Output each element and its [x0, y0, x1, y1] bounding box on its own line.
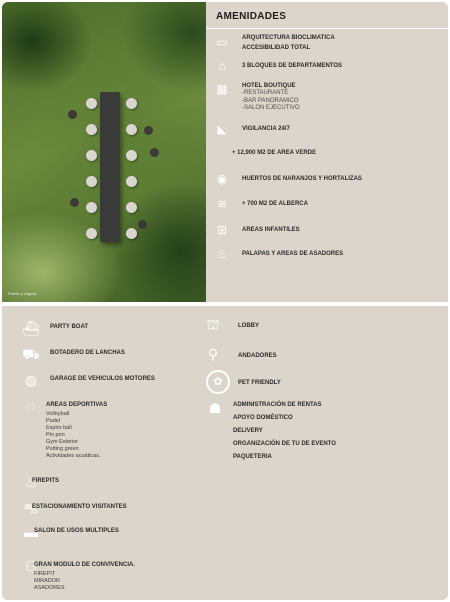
- chair: [126, 124, 137, 135]
- boat-icon: ⛴: [22, 320, 40, 336]
- person: [144, 126, 153, 135]
- photo-caption: Paleta y vegetal: [8, 291, 37, 296]
- amenities-title: AMENIDADES: [216, 11, 287, 22]
- security-camera-icon: ◣: [217, 122, 227, 136]
- feature-label: GRAN MODULO DE CONVIVENCIA.: [34, 562, 136, 568]
- trailer-icon: ⛟: [22, 346, 40, 362]
- chair: [86, 176, 97, 187]
- service-item: ADMINISTRACIÓN DE RENTAS: [233, 402, 322, 408]
- amenities-panel: [206, 2, 448, 302]
- tree-icon: [212, 146, 232, 160]
- amenity-label: AREAS INFANTILES: [242, 227, 300, 233]
- hotel-icon: ▦: [216, 82, 228, 96]
- chair: [86, 228, 97, 239]
- feature-label: BOTADERO DE LANCHAS: [50, 350, 125, 356]
- paw-icon: ✿: [206, 370, 230, 394]
- amenity-sub: -SALON EJECUTIVO: [242, 105, 300, 111]
- walking-person-icon: ⚲: [207, 346, 219, 362]
- feature-sub: FIREPIT: [34, 571, 56, 577]
- chair: [86, 202, 97, 213]
- chair: [126, 98, 137, 109]
- hand-service-icon: ☗: [208, 400, 222, 416]
- lobby-icon: ⛫: [206, 316, 220, 332]
- chair: [86, 150, 97, 161]
- amenity-label: HOTEL BOUTIQUE: [242, 83, 296, 89]
- building-leaf-icon: ▭: [216, 35, 228, 49]
- garage-icon: ◍: [24, 372, 38, 388]
- volleyball-icon: ◌: [26, 398, 36, 414]
- chair: [126, 176, 137, 187]
- orange-icon: ◉: [216, 172, 228, 186]
- amenity-label: 3 BLOQUES DE DEPARTAMENTOS: [242, 63, 343, 69]
- amenity-line: ACCESIBILIDAD TOTAL: [242, 44, 311, 51]
- chair: [126, 150, 137, 161]
- amenity-line: ARQUITECTURA BIOCLIMATICA: [242, 35, 335, 41]
- amenity-sub: -BAR PANORAMICO: [242, 97, 299, 104]
- bottom-section: [2, 306, 448, 600]
- amenity-label: VIGILANCIA 24/7: [242, 126, 290, 132]
- person: [150, 148, 159, 157]
- feature-sub: Pin pon: [46, 432, 65, 438]
- feature-label: LOBBY: [238, 323, 259, 329]
- amenity-label: HUERTOS DE NARANJOS Y HORTALIZAS: [242, 176, 362, 182]
- chair: [86, 98, 97, 109]
- feature-label: SALON DE USOS MULTIPLES: [34, 528, 119, 534]
- feature-sub: Espiro ball: [46, 425, 72, 431]
- brochure-page: [2, 2, 448, 600]
- feature-label: PARTY BOAT: [50, 324, 89, 330]
- service-item: PAQUETERIA: [233, 454, 272, 460]
- feature-label: FIREPITS: [32, 478, 60, 484]
- feature-label: GARAGE DE VEHICULOS MOTORES: [50, 376, 155, 382]
- chair: [126, 228, 137, 239]
- grill-icon: ♨: [216, 247, 228, 261]
- car-icon: ⛍: [23, 500, 39, 516]
- title-divider: [206, 28, 448, 29]
- chair: [126, 202, 137, 213]
- aerial-dinner-photo: [2, 2, 206, 302]
- amenity-label: + 12,900 M2 DE AREA VERDE: [232, 150, 317, 156]
- amenity-label: PALAPAS Y AREAS DE ASADORES: [242, 251, 344, 257]
- amenity-sub: -RESTAURANTE: [242, 90, 289, 96]
- gathering-icon: ⚇: [24, 558, 38, 574]
- feature-label: PET FRIENDLY: [238, 380, 281, 386]
- service-item: DELIVERY: [233, 428, 263, 434]
- amenity-label: + 700 M2 DE ALBERCA: [242, 201, 308, 207]
- sofa-icon: ▬: [24, 524, 38, 540]
- chair: [86, 124, 97, 135]
- fire-icon: ♨: [24, 474, 38, 490]
- feature-sub: Volleyball: [46, 411, 70, 417]
- person: [70, 198, 79, 207]
- house-icon: ⌂: [218, 59, 226, 73]
- service-item: APOYO DOMÉSTICO: [233, 415, 293, 421]
- dining-table: [100, 92, 120, 242]
- service-item: ORGANIZACIÓN DE TU DE EVENTO: [233, 441, 336, 447]
- person: [68, 110, 77, 119]
- feature-label: AREAS DEPORTIVAS: [46, 402, 108, 408]
- feature-sub: MIRADOR: [34, 578, 60, 584]
- feature-sub: ASADORES: [34, 585, 65, 591]
- feature-sub: Gym Exterior: [46, 439, 79, 445]
- feature-sub: Actividades acuáticas.: [46, 453, 101, 459]
- top-section: [2, 2, 448, 302]
- pool-icon: ≋: [216, 197, 228, 211]
- playground-icon: ⊞: [216, 223, 228, 237]
- person: [138, 220, 147, 229]
- feature-label: ANDADORES: [238, 353, 277, 359]
- feature-sub: Padel: [46, 418, 61, 424]
- feature-label: ESTACIONAMIENTO VISITANTES: [32, 504, 127, 510]
- feature-sub: Putting green: [46, 446, 79, 452]
